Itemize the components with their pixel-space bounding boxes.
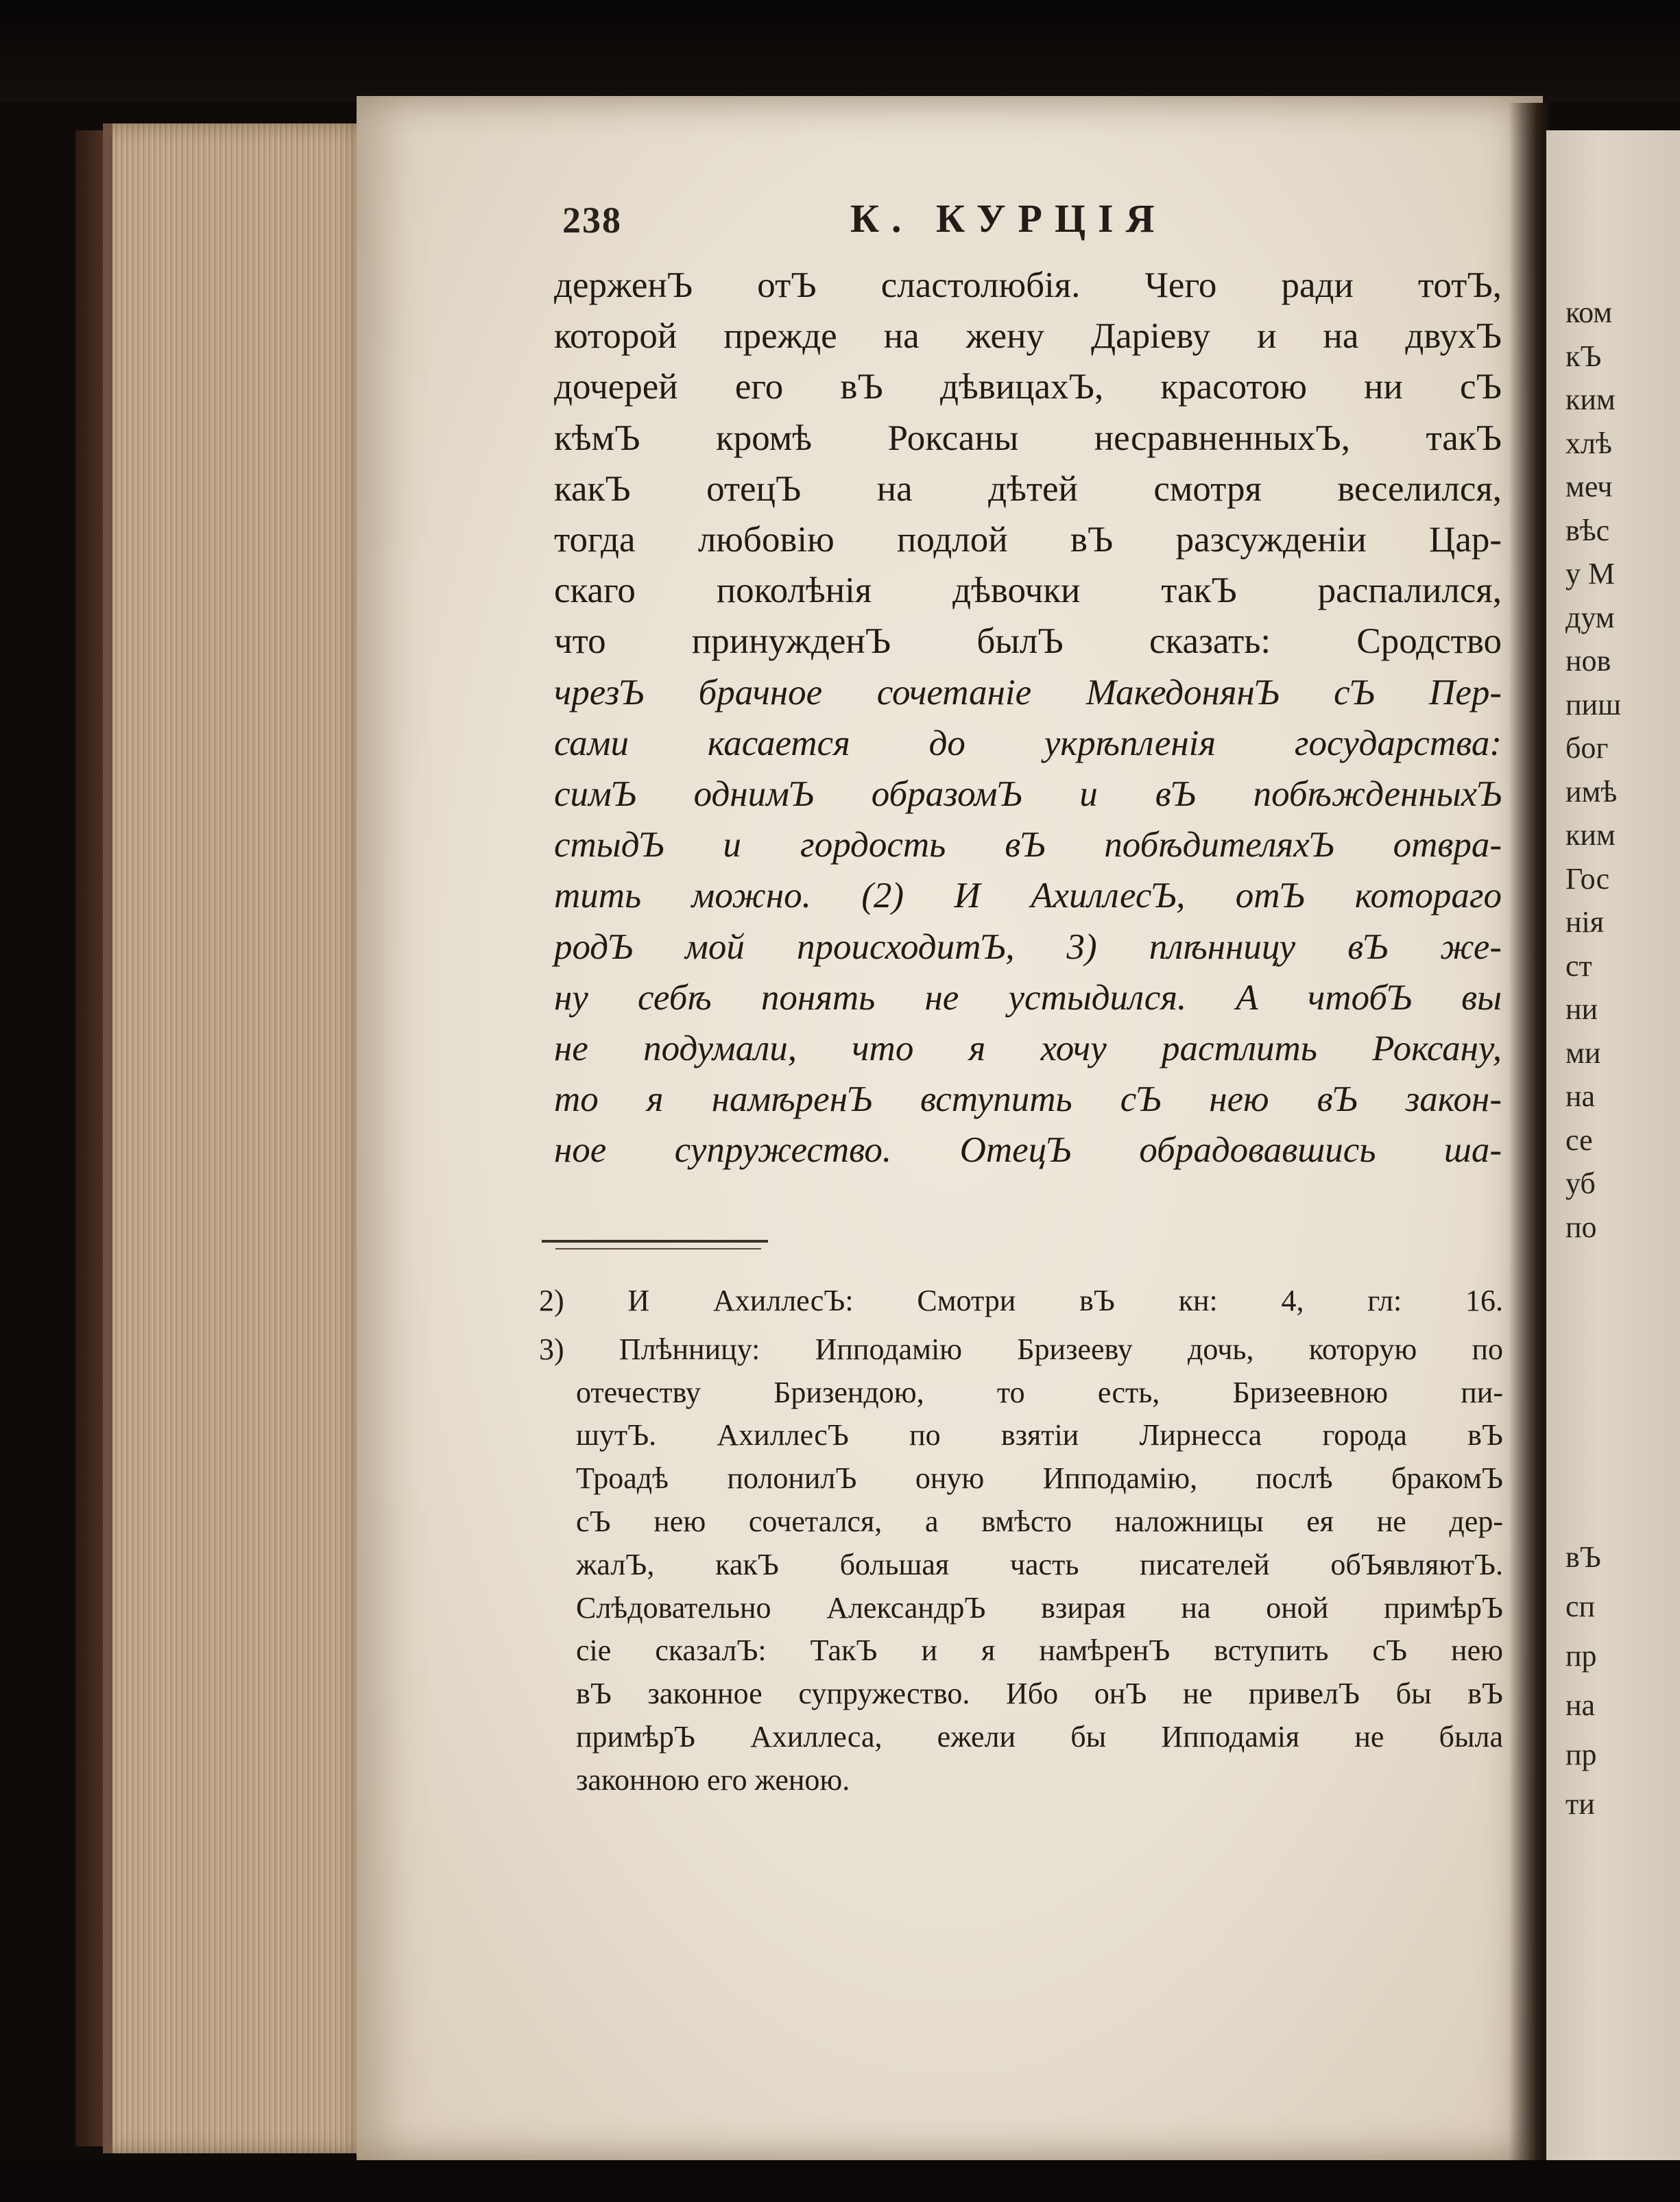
next-page-fragment: ми [1565,1036,1601,1070]
next-page-fragment: у М [1565,557,1616,590]
next-page-fragment: Гос [1565,861,1610,896]
next-page-fragment: кЪ [1565,339,1602,373]
footnote-line: шутЪ. АхиллесЪ по взятіи Лирнесса города вЪ [576,1418,1503,1452]
footnote-line: сіе сказалЪ: ТакЪ и я намѣренЪ вступить сЪ нею [576,1633,1503,1668]
footnote-line: примѣрЪ Ахиллеса, ежели бы Ипподамія не была [576,1720,1503,1754]
body-line: какЪ отецЪ на дѣтей смотря веселился, [554,468,1502,509]
next-page-fragment: пр [1565,1738,1597,1771]
footnote-line: 2) И АхиллесЪ: Смотри вЪ кн: 4, гл: 16. [539,1284,1503,1317]
next-page-fragment: ким [1565,818,1616,852]
body-line: тогда любовію подлой вЪ разсужденіи Цар- [554,520,1502,560]
next-page-fragment: ким [1565,383,1616,416]
next-page-fragment: ст [1565,948,1592,983]
next-page-fragment: пиш [1565,687,1621,721]
next-page-fragment: се [1565,1123,1593,1157]
next-page-fragment: на [1565,1688,1596,1722]
next-page-fragment: бог [1565,731,1609,765]
body-line: стыдЪ и гордость вЪ побѣдителяхЪ отвра- [554,825,1502,865]
next-page-fragment: вѣс [1565,513,1610,547]
next-page-fragment: по [1565,1210,1597,1244]
next-page-fragment: ти [1565,1787,1595,1821]
next-page-fragment: сп [1565,1590,1596,1623]
footnote-line: законною его женою. [576,1762,850,1797]
next-page [1546,130,1680,2160]
next-page-fragment: вЪ [1565,1540,1601,1574]
running-head: К. КУРЦІЯ [850,196,1167,241]
footnote-line: отечеству Бризендою, то есть, Бризеевною пи- [576,1375,1503,1409]
next-page-fragment: ком [1565,296,1613,329]
next-page-fragment: пр [1565,1639,1597,1673]
body-line: не подумали, что я хочу растлить Роксану, [554,1029,1502,1068]
next-page-fragment: дум [1565,600,1615,634]
footnote-rule [542,1240,768,1243]
body-line: дочерей его вЪ дѣвицахЪ, красотою ни сЪ [554,367,1502,407]
body-line: тить можно. (2) И АхиллесЪ, отЪ котораго [554,876,1502,916]
footnote-line: сЪ нею сочетался, а вмѣсто наложницы ея не дер- [576,1505,1503,1538]
body-line: чрезЪ брачное сочетаніе МакедонянЪ сЪ Пер- [554,672,1502,713]
book-page [357,96,1543,2160]
body-line: держенЪ отЪ сластолюбія. Чего ради тотЪ, [554,265,1502,305]
next-page-fragment: уб [1565,1166,1596,1200]
body-line: скаго поколѣнія дѣвочки такЪ распалился, [554,571,1502,611]
next-page-fragment: имѣ [1565,774,1618,809]
next-page-fragment: на [1565,1079,1596,1113]
footnote-line: жалЪ, какЪ большая часть писателей обЪявляютЪ. [576,1547,1503,1581]
body-line: сами касается до укрѣпленія государства: [554,723,1502,763]
footnote-line: Троадѣ полонилЪ оную Ипподамію, послѣ бракомЪ [576,1461,1503,1496]
background-bottom [0,2160,1680,2202]
body-line: ное супружество. ОтецЪ обрадовавшись ша- [554,1130,1502,1171]
body-line: ну себѣ понять не устыдился. А чтобЪ вы [554,977,1502,1018]
footnote-rule-thin [555,1248,761,1249]
gutter-shadow [1509,103,1550,2160]
page-edges [103,123,373,2153]
next-page-fragment: нов [1565,644,1611,678]
next-page-fragment: хлѣ [1565,426,1612,460]
next-page-fragment: меч [1565,470,1613,503]
body-line: симЪ однимЪ образомЪ и вЪ побѣжденныхЪ [554,774,1502,814]
next-page-fragment: ни [1565,992,1598,1026]
body-line: то я намѣренЪ вступить сЪ нею вЪ закон- [554,1079,1502,1120]
body-line: что принужденЪ былЪ сказать: Сродство [554,621,1502,662]
page-number: 238 [562,200,622,241]
next-page-fragment: нія [1565,905,1605,939]
footnote-line: 3) Плѣнницу: Ипподамію Бризееву дочь, которую по [539,1332,1503,1366]
footnote-line: вЪ законное супружество. Ибо онЪ не привелЪ бы вЪ [576,1677,1503,1711]
body-line: кѣмЪ кромѣ Роксаны несравненныхЪ, такЪ [554,418,1502,458]
body-line: которой прежде на жену Даріеву и на двухЪ [554,316,1502,357]
background-top [0,0,1680,103]
body-line: родЪ мой происходитЪ, 3) плѣнницу вЪ же- [554,926,1502,967]
footnote-line: Слѣдовательно АлександрЪ взирая на оной примѣрЪ [576,1590,1503,1625]
